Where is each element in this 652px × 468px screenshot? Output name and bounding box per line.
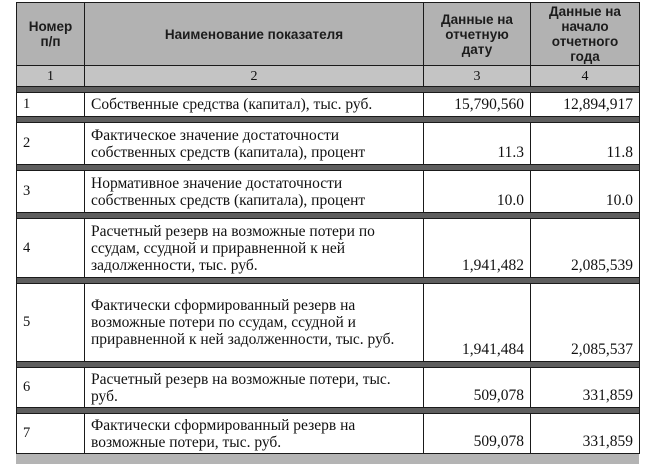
column-number-3: 3	[424, 66, 531, 87]
capital-adequacy-table	[16, 2, 640, 454]
row-start-value: 331,859	[531, 414, 640, 454]
row-number: 2	[17, 123, 85, 165]
row-number: 3	[17, 171, 85, 213]
indicators-table-container	[16, 2, 639, 464]
row-start-value: 12,894,917	[531, 93, 640, 117]
row-current-value: 10.0	[424, 171, 531, 213]
row-current-value: 11.3	[424, 123, 531, 165]
row-start-value: 11.8	[531, 123, 640, 165]
row-current-value: 509,078	[424, 414, 531, 454]
row-number: 6	[17, 368, 85, 408]
row-number: 7	[17, 414, 85, 454]
row-indicator-name: Расчетный резерв на возможные потери, тыс. руб.	[85, 368, 424, 408]
row-current-value: 1,941,482	[424, 219, 531, 278]
row-current-value: 15,790,560	[424, 93, 531, 117]
row-number: 4	[17, 219, 85, 278]
table-row	[17, 414, 640, 454]
table-row	[17, 284, 640, 362]
header-year-start: Данные на начало отчетного года	[531, 3, 640, 66]
table-row	[17, 93, 640, 117]
header-current-date: Данные на отчетную дату	[424, 3, 531, 66]
table-row	[17, 171, 640, 213]
row-indicator-name: Фактически сформированный резерв на возможные потери по ссудам, ссудной и приравненной к ней задолженности, тыс. руб.	[85, 284, 424, 362]
row-number: 1	[17, 93, 85, 117]
header-indicator-name: Наименование показателя	[85, 3, 424, 66]
row-indicator-name: Нормативное значение достаточности собственных средств (капитала), процент	[85, 171, 424, 213]
row-indicator-name: Расчетный резерв на возможные потери по ссудам, ссудной и приравненной к ней задолженности, тыс. руб.	[85, 219, 424, 278]
row-indicator-name: Фактическое значение достаточности собственных средств (капитала), процент	[85, 123, 424, 165]
table-header-row	[17, 3, 640, 66]
column-number-1: 1	[17, 66, 85, 87]
column-number-4: 4	[531, 66, 640, 87]
table-row	[17, 219, 640, 278]
row-current-value: 509,078	[424, 368, 531, 408]
row-number: 5	[17, 284, 85, 362]
column-number-2: 2	[85, 66, 424, 87]
row-indicator-name: Фактически сформированный резерв на возможные потери, тыс. руб.	[85, 414, 424, 454]
header-number: Номер п/п	[17, 3, 85, 66]
row-indicator-name: Собственные средства (капитал), тыс. руб.	[85, 93, 424, 117]
row-start-value: 2,085,539	[531, 219, 640, 278]
table-row	[17, 368, 640, 408]
column-number-row	[17, 66, 640, 87]
row-start-value: 10.0	[531, 171, 640, 213]
row-start-value: 2,085,537	[531, 284, 640, 362]
row-current-value: 1,941,484	[424, 284, 531, 362]
table-row	[17, 123, 640, 165]
row-start-value: 331,859	[531, 368, 640, 408]
